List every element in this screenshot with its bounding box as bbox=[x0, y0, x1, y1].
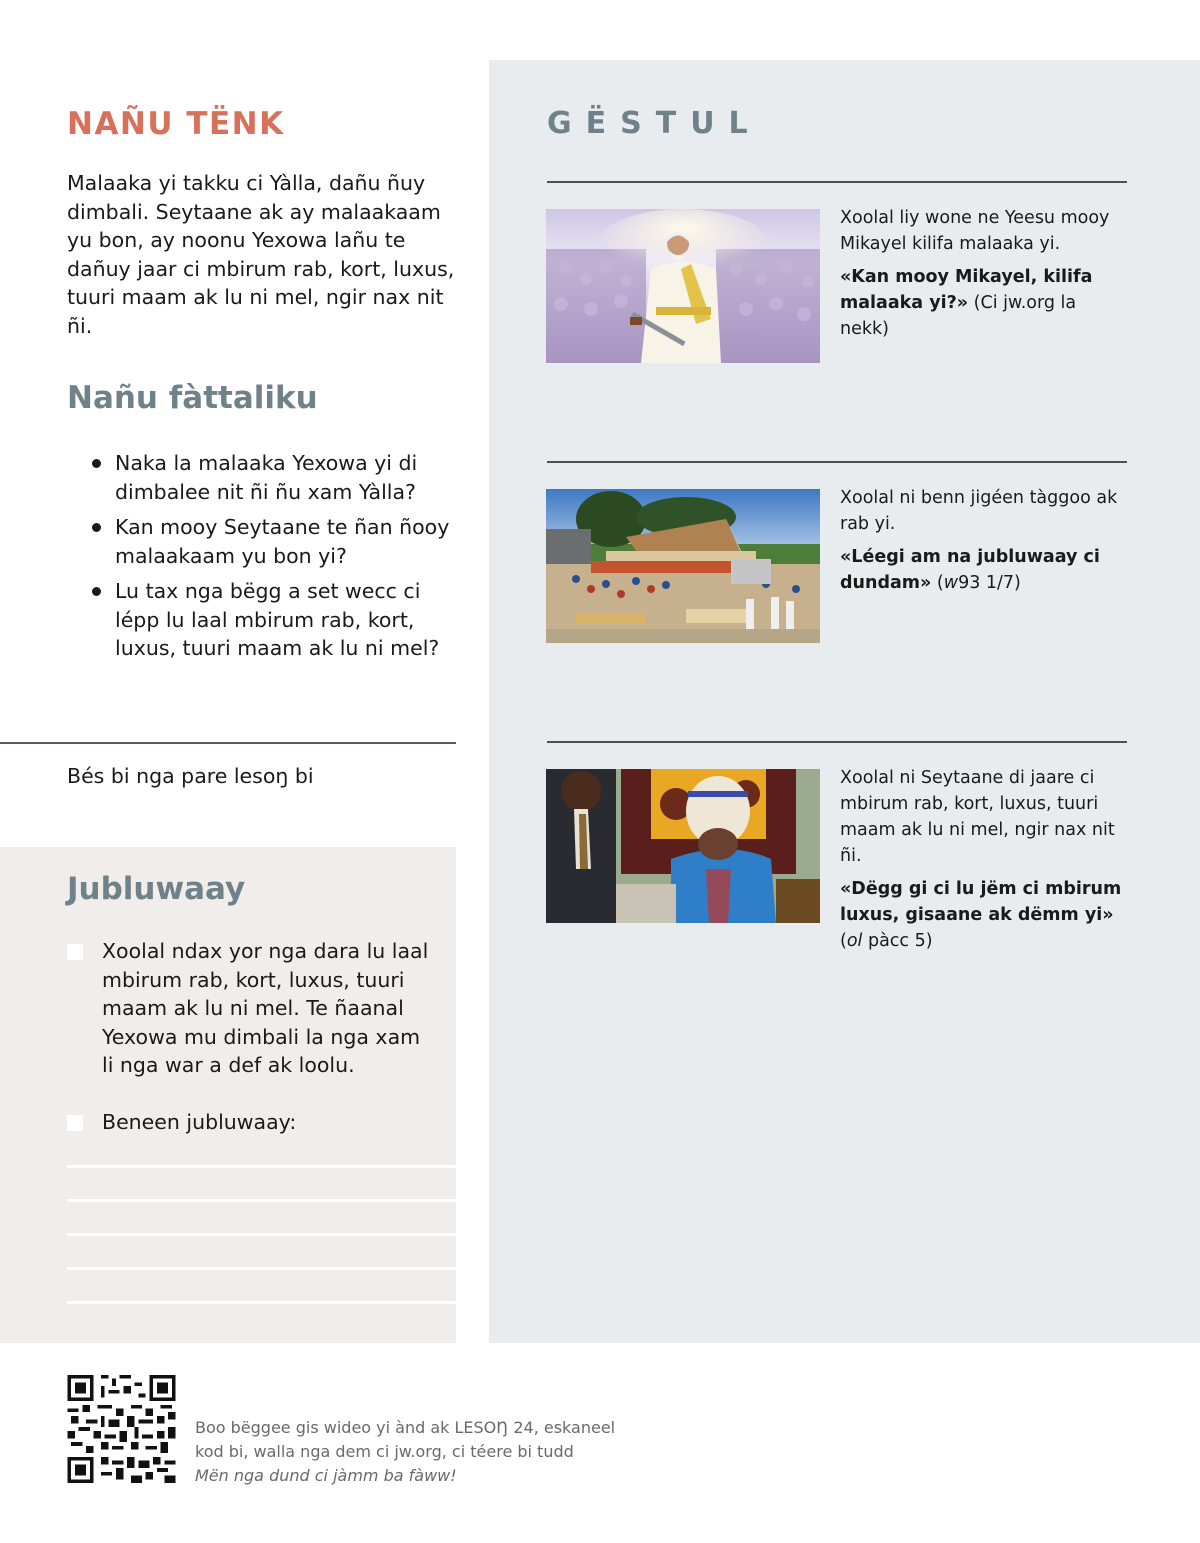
bullet-icon bbox=[92, 459, 101, 468]
review-question: Naka la malaaka Yexowa yi di dimbalee nit ñi ñu xam Yàlla? bbox=[92, 449, 462, 506]
bible-study-image[interactable] bbox=[546, 769, 820, 923]
qr-code-icon[interactable] bbox=[67, 1375, 176, 1483]
section-heading-think: NAÑU TËNK bbox=[67, 106, 285, 142]
archangel-image[interactable] bbox=[546, 209, 820, 363]
writing-line[interactable] bbox=[67, 1165, 456, 1168]
writing-line[interactable] bbox=[67, 1267, 456, 1270]
review-heading: Nañu fàttaliku bbox=[67, 380, 318, 416]
goal-heading: Jubluwaay bbox=[67, 871, 246, 907]
bullet-icon bbox=[92, 523, 101, 532]
source-reference: (Ci jw.org la nekk) bbox=[840, 293, 1077, 339]
explore-item: Xoolal ni Seytaane di jaare ci mbirum rab, kort, luxus, tuuri maam ak lu ni mel, ngir nax nit ñi. «Dëgg gi ci lu jëm ci mbirum luxus, gisaane ak dëmm yi» (ol pàcc 5) bbox=[840, 768, 1122, 951]
writing-line[interactable] bbox=[67, 1301, 456, 1304]
article-link[interactable]: «Kan mooy Mikayel, kilifa malaaka yi?» bbox=[840, 267, 1093, 313]
article-link[interactable]: «Léegi am na jubluwaay ci dundam» bbox=[840, 547, 1100, 593]
explore-heading: GËSTUL bbox=[547, 106, 762, 141]
checkbox[interactable] bbox=[67, 1115, 83, 1131]
divider bbox=[547, 741, 1127, 743]
bullet-icon bbox=[92, 587, 101, 596]
review-question: Lu tax nga bëgg a set wecc ci lépp lu laal mbirum rab, kort, luxus, tuuri maam ak lu ni mel? bbox=[92, 577, 462, 663]
goal-item: Xoolal ndax yor nga dara lu laal mbirum rab, kort, luxus, tuuri maam ak lu ni mel. Te ñaanal Yexowa mu dimbali la nga xam li nga war a def ak loolu. bbox=[67, 937, 437, 1080]
goal-panel bbox=[0, 847, 456, 1343]
explore-item: Xoolal liy wone ne Yeesu mooy Mikayel kilifa malaaka yi. «Kan mooy Mikayel, kilifa malaaka yi?» (Ci jw.org la nekk) bbox=[840, 208, 1110, 339]
explore-item: Xoolal ni benn jigéen tàggoo ak rab yi. «Léegi am na jubluwaay ci dundam» (w93 1/7) bbox=[840, 488, 1118, 593]
source-reference: (w93 1/7) bbox=[936, 573, 1021, 593]
writing-line[interactable] bbox=[67, 1233, 456, 1236]
checkbox[interactable] bbox=[67, 944, 83, 960]
explore-panel bbox=[489, 60, 1200, 1343]
source-reference: (ol pàcc 5) bbox=[840, 931, 933, 951]
lesson-completed-date-label[interactable]: Bés bi nga pare lesoŋ bi bbox=[67, 764, 314, 788]
divider bbox=[547, 181, 1127, 183]
intro-paragraph: Malaaka yi takku ci Yàlla, dañu ñuy dimbali. Seytaane ak ay malaakaam yu bon, ay noonu Yexowa lañu te dañuy jaar ci mbirum rab, kort, luxus, tuuri maam ak lu ni mel, ngir nax nit ñi. bbox=[67, 171, 455, 338]
review-question: Kan mooy Seytaane te ñan ñooy malaakaam yu bon yi? bbox=[92, 513, 462, 570]
video-prompt: Boo bëggee gis wideo yi ànd ak LESOŊ 24, eskaneel kod bi, walla nga dem ci jw.org, ci téere bi tudd Mën nga dund ci jàmm ba fàww! bbox=[195, 1416, 655, 1488]
review-questions bbox=[92, 449, 462, 670]
divider bbox=[547, 461, 1127, 463]
construction-image[interactable] bbox=[546, 489, 820, 643]
writing-line[interactable] bbox=[67, 1199, 456, 1202]
divider bbox=[0, 742, 456, 744]
article-link[interactable]: «Dëgg gi ci lu jëm ci mbirum luxus, gisaane ak dëmm yi» bbox=[840, 879, 1122, 925]
book-title: Mën nga dund ci jàmm ba fàww! bbox=[195, 1466, 457, 1485]
goal-item: Beneen jubluwaay: bbox=[67, 1108, 437, 1137]
